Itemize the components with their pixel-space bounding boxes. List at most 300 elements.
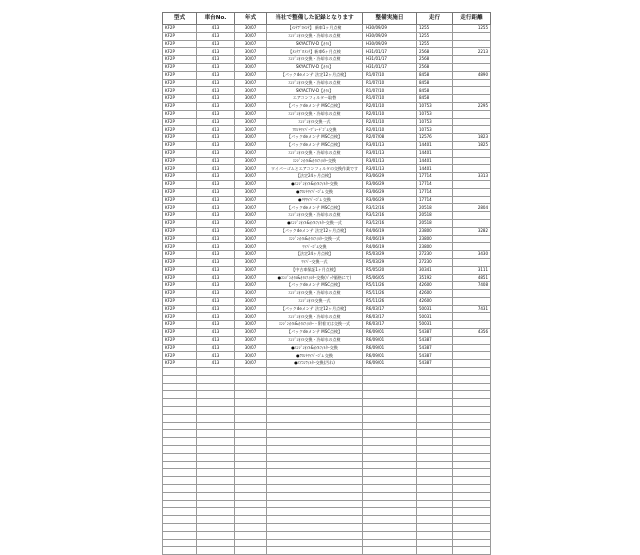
cell-year: 30/07 — [235, 71, 267, 79]
empty-cell — [453, 531, 491, 539]
table-row — [163, 134, 491, 142]
cell-year: 30/07 — [235, 25, 267, 33]
empty-cell — [163, 375, 197, 383]
cell-year: 30/07 — [235, 321, 267, 329]
empty-cell — [267, 469, 363, 477]
empty-cell — [363, 446, 417, 454]
empty-cell — [417, 430, 453, 438]
cell-type: KF2P — [163, 235, 197, 243]
cell-distance — [453, 180, 491, 188]
cell-date: R1/07/10 — [363, 79, 417, 87]
empty-cell — [417, 508, 453, 516]
cell-distance — [453, 79, 491, 87]
empty-cell — [363, 414, 417, 422]
cell-type: KF2P — [163, 56, 197, 64]
cell-record: 【パックdeメンテ MSC点検】 — [267, 141, 363, 149]
empty-cell — [267, 414, 363, 422]
header-year: 年式 — [235, 13, 267, 25]
cell-year: 30/07 — [235, 165, 267, 173]
cell-unit: 413 — [197, 173, 235, 181]
empty-cell — [163, 399, 197, 407]
cell-date: R3/06/29 — [363, 196, 417, 204]
cell-year: 30/07 — [235, 40, 267, 48]
cell-type: KF2P — [163, 95, 197, 103]
empty-cell — [363, 500, 417, 508]
empty-cell — [453, 485, 491, 493]
cell-unit: 413 — [197, 219, 235, 227]
empty-cell — [453, 492, 491, 500]
cell-run: 2568 — [417, 63, 453, 71]
empty-row — [163, 547, 491, 555]
empty-cell — [363, 547, 417, 555]
empty-cell — [163, 446, 197, 454]
cell-distance — [453, 196, 491, 204]
empty-row — [163, 469, 491, 477]
cell-distance — [453, 110, 491, 118]
empty-cell — [235, 485, 267, 493]
empty-cell — [363, 438, 417, 446]
cell-date: H31/01/17 — [363, 48, 417, 56]
cell-run: 14401 — [417, 157, 453, 165]
cell-type: KF2P — [163, 290, 197, 298]
empty-cell — [363, 492, 417, 500]
cell-date: R4/06/19 — [363, 243, 417, 251]
cell-type: KF2P — [163, 344, 197, 352]
cell-run: 30341 — [417, 266, 453, 274]
empty-cell — [197, 500, 235, 508]
table-row — [163, 282, 491, 290]
cell-type: KF2P — [163, 313, 197, 321]
empty-cell — [163, 539, 197, 547]
empty-cell — [363, 375, 417, 383]
empty-cell — [267, 485, 363, 493]
cell-unit: 413 — [197, 352, 235, 360]
empty-cell — [267, 407, 363, 415]
empty-cell — [163, 430, 197, 438]
header-unit: 車台No. — [197, 13, 235, 25]
empty-cell — [267, 539, 363, 547]
cell-record: ●ﾌﾛﾝﾄﾜｲﾊﾟｰｺﾞﾑ 交換 — [267, 352, 363, 360]
cell-date: R3/01/13 — [363, 149, 417, 157]
empty-row — [163, 383, 491, 391]
cell-year: 30/07 — [235, 360, 267, 368]
cell-record: ●ｴﾝｼﾞﾝｵｲﾙ&ｵｲﾙﾌｨﾙﾀｰ交換一式 — [267, 219, 363, 227]
empty-row — [163, 368, 491, 376]
cell-record: ｴﾝｼﾞﾝｵｲﾙ&ｵｲﾙﾌｨﾙﾀｰ交換一式 — [267, 235, 363, 243]
cell-type: KF2P — [163, 274, 197, 282]
cell-type: KF2P — [163, 48, 197, 56]
cell-unit: 413 — [197, 25, 235, 33]
empty-cell — [163, 485, 197, 493]
cell-run: 17714 — [417, 173, 453, 181]
cell-run: 27230 — [417, 251, 453, 259]
empty-cell — [363, 477, 417, 485]
empty-cell — [235, 383, 267, 391]
cell-unit: 413 — [197, 204, 235, 212]
cell-type: KF2P — [163, 118, 197, 126]
empty-cell — [163, 524, 197, 532]
cell-run: 14401 — [417, 149, 453, 157]
empty-cell — [235, 524, 267, 532]
cell-date: R5/06/05 — [363, 274, 417, 282]
cell-date: R6/09/01 — [363, 329, 417, 337]
cell-year: 30/07 — [235, 149, 267, 157]
cell-distance: 7408 — [453, 282, 491, 290]
cell-run: 20518 — [417, 219, 453, 227]
cell-record: ●ﾘﾔﾜｲﾊﾟｰｺﾞﾑ 交換 — [267, 196, 363, 204]
empty-cell — [163, 407, 197, 415]
cell-date: R6/09/01 — [363, 336, 417, 344]
cell-date: R2/01/10 — [363, 110, 417, 118]
empty-cell — [235, 414, 267, 422]
empty-cell — [267, 492, 363, 500]
cell-unit: 413 — [197, 344, 235, 352]
cell-year: 30/07 — [235, 196, 267, 204]
empty-cell — [235, 453, 267, 461]
cell-record: 【法定24ヶ月点検】 — [267, 251, 363, 259]
cell-type: KF2P — [163, 243, 197, 251]
table-row — [163, 329, 491, 337]
cell-distance: 1255 — [453, 25, 491, 33]
empty-cell — [417, 500, 453, 508]
empty-cell — [197, 531, 235, 539]
empty-cell — [163, 531, 197, 539]
cell-record: ｴﾝｼﾞﾝｵｲﾙ交換一式 — [267, 297, 363, 305]
empty-cell — [197, 375, 235, 383]
empty-cell — [417, 547, 453, 555]
empty-cell — [163, 508, 197, 516]
empty-cell — [453, 375, 491, 383]
cell-run: 8458 — [417, 79, 453, 87]
cell-year: 30/07 — [235, 258, 267, 266]
cell-run: 50031 — [417, 305, 453, 313]
empty-cell — [235, 422, 267, 430]
empty-row — [163, 492, 491, 500]
cell-run: 23800 — [417, 235, 453, 243]
cell-type: KF2P — [163, 79, 197, 87]
cell-date: R1/07/10 — [363, 71, 417, 79]
empty-cell — [235, 438, 267, 446]
cell-run: 54387 — [417, 336, 453, 344]
header-distance: 走行距離 — [453, 13, 491, 25]
cell-year: 30/07 — [235, 87, 267, 95]
cell-record: ﾌﾛﾝﾄﾜｲﾊﾟｰﾌﾞﾚｰﾄﾞｺﾞﾑ交換 — [267, 126, 363, 134]
empty-cell — [197, 508, 235, 516]
table-row — [163, 71, 491, 79]
cell-year: 30/07 — [235, 188, 267, 196]
cell-type: KF2P — [163, 196, 197, 204]
cell-date: R5/05/20 — [363, 266, 417, 274]
cell-distance: 3111 — [453, 266, 491, 274]
cell-year: 30/07 — [235, 134, 267, 142]
empty-cell — [417, 453, 453, 461]
cell-record: ﾜｲﾊﾟｰ交換一式 — [267, 258, 363, 266]
empty-row — [163, 438, 491, 446]
cell-type: KF2P — [163, 87, 197, 95]
cell-distance: 4890 — [453, 71, 491, 79]
cell-run: 8458 — [417, 95, 453, 103]
cell-record: 【パックdeメンテ 法定12ヶ月点検】 — [267, 227, 363, 235]
cell-run: 50031 — [417, 313, 453, 321]
cell-distance — [453, 56, 491, 64]
cell-type: KF2P — [163, 134, 197, 142]
cell-distance: 3282 — [453, 227, 491, 235]
cell-distance — [453, 336, 491, 344]
empty-cell — [235, 500, 267, 508]
cell-type: KF2P — [163, 227, 197, 235]
empty-cell — [267, 477, 363, 485]
empty-cell — [417, 531, 453, 539]
empty-cell — [417, 469, 453, 477]
empty-cell — [235, 461, 267, 469]
empty-cell — [453, 508, 491, 516]
cell-unit: 413 — [197, 157, 235, 165]
maintenance-table — [162, 12, 491, 555]
cell-date: R5/11/26 — [363, 297, 417, 305]
table-row — [163, 40, 491, 48]
table-row — [163, 344, 491, 352]
cell-year: 30/07 — [235, 180, 267, 188]
empty-cell — [417, 524, 453, 532]
empty-cell — [417, 516, 453, 524]
cell-unit: 413 — [197, 56, 235, 64]
empty-cell — [235, 492, 267, 500]
empty-cell — [363, 485, 417, 493]
cell-date: H30/09/29 — [363, 25, 417, 33]
table-row — [163, 149, 491, 157]
empty-cell — [417, 485, 453, 493]
empty-cell — [417, 375, 453, 383]
cell-run: 2568 — [417, 56, 453, 64]
cell-date: R3/12/16 — [363, 219, 417, 227]
cell-record: ｴﾝｼﾞﾝｵｲﾙ交換・冷却水の点検 — [267, 290, 363, 298]
cell-year: 30/07 — [235, 336, 267, 344]
cell-date: R3/12/16 — [363, 212, 417, 220]
cell-distance — [453, 95, 491, 103]
table-row — [163, 258, 491, 266]
cell-record: ｴﾝｼﾞﾝｵｲﾙ交換一式 — [267, 118, 363, 126]
table-row — [163, 297, 491, 305]
cell-run: 20518 — [417, 204, 453, 212]
cell-distance — [453, 235, 491, 243]
cell-distance — [453, 258, 491, 266]
empty-cell — [363, 383, 417, 391]
empty-cell — [417, 422, 453, 430]
table-row — [163, 157, 491, 165]
empty-cell — [197, 547, 235, 555]
empty-cell — [163, 414, 197, 422]
empty-cell — [453, 516, 491, 524]
empty-cell — [453, 438, 491, 446]
cell-distance — [453, 313, 491, 321]
cell-unit: 413 — [197, 165, 235, 173]
empty-cell — [417, 414, 453, 422]
cell-date: R5/11/26 — [363, 282, 417, 290]
cell-type: KF2P — [163, 251, 197, 259]
cell-date: R4/06/19 — [363, 227, 417, 235]
cell-unit: 413 — [197, 313, 235, 321]
cell-distance — [453, 149, 491, 157]
empty-cell — [453, 391, 491, 399]
table-row — [163, 360, 491, 368]
empty-cell — [267, 500, 363, 508]
header-type: 型式 — [163, 13, 197, 25]
cell-distance — [453, 352, 491, 360]
cell-distance — [453, 212, 491, 220]
table-row — [163, 110, 491, 118]
cell-unit: 413 — [197, 110, 235, 118]
empty-row — [163, 430, 491, 438]
cell-record: ●ﾌﾛﾝﾄﾜｲﾊﾟｰｺﾞﾑ 交換 — [267, 188, 363, 196]
table-row — [163, 79, 491, 87]
cell-type: KF2P — [163, 297, 197, 305]
cell-year: 30/07 — [235, 329, 267, 337]
cell-type: KF2P — [163, 141, 197, 149]
cell-year: 30/07 — [235, 102, 267, 110]
empty-cell — [453, 539, 491, 547]
cell-unit: 413 — [197, 79, 235, 87]
cell-type: KF2P — [163, 126, 197, 134]
cell-date: H31/01/17 — [363, 63, 417, 71]
cell-run: 10753 — [417, 102, 453, 110]
cell-year: 30/07 — [235, 56, 267, 64]
cell-distance: 4851 — [453, 274, 491, 282]
cell-type: KF2P — [163, 102, 197, 110]
cell-unit: 413 — [197, 95, 235, 103]
empty-cell — [417, 368, 453, 376]
table-row — [163, 305, 491, 313]
table-row — [163, 56, 491, 64]
empty-cell — [197, 516, 235, 524]
cell-year: 30/07 — [235, 266, 267, 274]
table-row — [163, 63, 491, 71]
empty-cell — [197, 430, 235, 438]
cell-distance: 3430 — [453, 251, 491, 259]
empty-cell — [235, 399, 267, 407]
cell-run: 17714 — [417, 180, 453, 188]
cell-year: 30/07 — [235, 251, 267, 259]
cell-type: KF2P — [163, 32, 197, 40]
empty-cell — [363, 430, 417, 438]
table-row — [163, 118, 491, 126]
cell-record: ●ｴﾝｼﾞﾝｵｲﾙ&ｵｲﾙﾌｨﾙﾀｰ交換 — [267, 344, 363, 352]
empty-cell — [235, 469, 267, 477]
table-row — [163, 188, 491, 196]
empty-cell — [267, 446, 363, 454]
empty-cell — [417, 477, 453, 485]
cell-date: H30/09/29 — [363, 40, 417, 48]
cell-date: R5/03/29 — [363, 258, 417, 266]
empty-cell — [417, 399, 453, 407]
cell-date: R3/12/16 — [363, 204, 417, 212]
cell-date: R6/09/01 — [363, 352, 417, 360]
cell-year: 30/07 — [235, 235, 267, 243]
cell-unit: 413 — [197, 321, 235, 329]
cell-record: ●ｴﾝｼﾞﾝｵｲﾙ&ｵｲﾙﾌｨﾙﾀｰ交換(ﾊﾟｯｸ価格にて) — [267, 274, 363, 282]
empty-row — [163, 399, 491, 407]
cell-record: ●ｴﾝｼﾞﾝｵｲﾙ&ｵｲﾙﾌｨﾙﾀｰ交換 — [267, 180, 363, 188]
empty-cell — [197, 391, 235, 399]
cell-type: KF2P — [163, 266, 197, 274]
cell-year: 30/07 — [235, 118, 267, 126]
cell-record: ｴﾝｼﾞﾝｵｲﾙ交換・冷却水の点検 — [267, 149, 363, 157]
cell-year: 30/07 — [235, 290, 267, 298]
empty-cell — [235, 539, 267, 547]
empty-cell — [267, 391, 363, 399]
table-row — [163, 180, 491, 188]
cell-type: KF2P — [163, 173, 197, 181]
cell-year: 30/07 — [235, 48, 267, 56]
cell-unit: 413 — [197, 212, 235, 220]
cell-year: 30/07 — [235, 157, 267, 165]
empty-cell — [363, 516, 417, 524]
cell-run: 10753 — [417, 126, 453, 134]
empty-cell — [363, 368, 417, 376]
empty-cell — [197, 477, 235, 485]
table-row — [163, 313, 491, 321]
cell-year: 30/07 — [235, 141, 267, 149]
cell-distance: 1823 — [453, 134, 491, 142]
table-row — [163, 32, 491, 40]
table-row — [163, 227, 491, 235]
cell-unit: 413 — [197, 102, 235, 110]
cell-run: 54387 — [417, 360, 453, 368]
cell-distance: 2295 — [453, 102, 491, 110]
empty-cell — [163, 383, 197, 391]
table-body — [163, 25, 491, 555]
cell-record: 【パックdeメンテ MSC点検】 — [267, 134, 363, 142]
empty-cell — [197, 492, 235, 500]
cell-date: R3/06/29 — [363, 173, 417, 181]
cell-unit: 413 — [197, 126, 235, 134]
cell-date: R2/01/10 — [363, 102, 417, 110]
empty-cell — [453, 407, 491, 415]
empty-cell — [163, 453, 197, 461]
cell-distance — [453, 157, 491, 165]
empty-cell — [197, 446, 235, 454]
cell-distance — [453, 165, 491, 173]
cell-type: KF2P — [163, 40, 197, 48]
cell-record: SKYACTIV-D【ｵｲﾙ】 — [267, 40, 363, 48]
empty-cell — [417, 391, 453, 399]
empty-cell — [363, 461, 417, 469]
cell-record: ワイパーゴムとエアコンフィルタの交換作業です — [267, 165, 363, 173]
table-row — [163, 102, 491, 110]
cell-distance — [453, 188, 491, 196]
empty-cell — [453, 461, 491, 469]
empty-cell — [417, 461, 453, 469]
empty-cell — [267, 375, 363, 383]
table-row — [163, 235, 491, 243]
cell-unit: 413 — [197, 258, 235, 266]
cell-year: 30/07 — [235, 305, 267, 313]
cell-type: KF2P — [163, 258, 197, 266]
empty-cell — [363, 391, 417, 399]
empty-row — [163, 453, 491, 461]
cell-record: ﾜｲﾊﾟｰｺﾞﾑ交換 — [267, 243, 363, 251]
cell-type: KF2P — [163, 71, 197, 79]
cell-type: KF2P — [163, 329, 197, 337]
cell-type: KF2P — [163, 212, 197, 220]
cell-record: SKYACTIV-D【ｵｲﾙ】 — [267, 87, 363, 95]
cell-run: 54387 — [417, 329, 453, 337]
cell-unit: 413 — [197, 40, 235, 48]
cell-record: 【中古車保証1ヶ月点検】 — [267, 266, 363, 274]
cell-run: 1255 — [417, 32, 453, 40]
cell-date: R3/01/13 — [363, 165, 417, 173]
header-record: 当社で整備した記録となります — [267, 13, 363, 25]
empty-cell — [267, 383, 363, 391]
